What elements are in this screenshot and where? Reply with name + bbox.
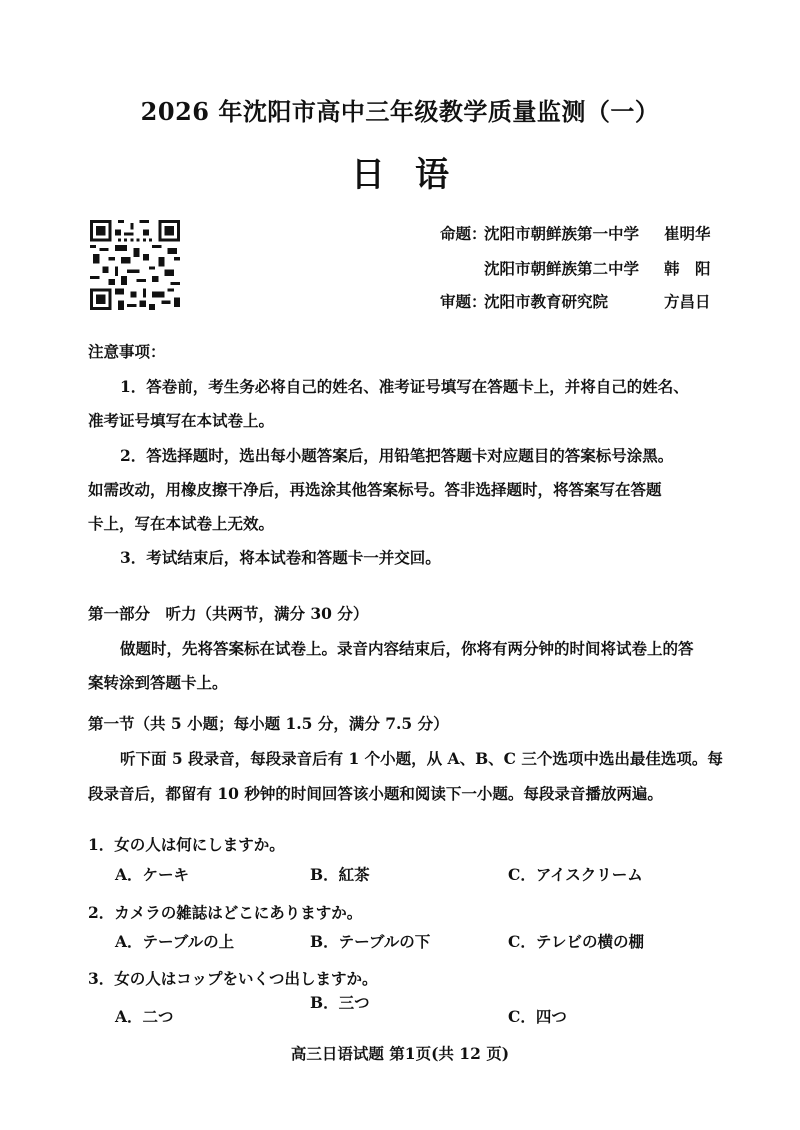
qr-code (90, 220, 180, 310)
question-3-option-a: A．二つ (115, 1007, 174, 1026)
page-title: 2026 年沈阳市高中三年级教学质量监测（一） (140, 97, 660, 126)
section1-instruction-line-1: 听下面 5 段录音，每段录音后有 1 个小题，从 A、B、C 三个选项中选出最佳选项。每 (120, 749, 723, 768)
question-3-stem: 3．女の人はコップをいくつ出しますか。 (88, 969, 378, 988)
question-2-option-c: C．テレビの横の棚 (508, 932, 645, 951)
notice-heading: 注意事项： (88, 342, 166, 361)
notice-item-3-line-1: 3．考试结束后，将本试卷和答题卡一并交回。 (120, 548, 441, 567)
question-1-option-b: B．紅茶 (310, 865, 370, 884)
notice-item-2-line-3: 卡上，写在本试卷上无效。 (88, 514, 275, 533)
question-2-option-a: A．テーブルの上 (115, 932, 235, 951)
credit-org-3: 沈阳市教育研究院 (484, 292, 609, 311)
notice-item-2-line-1: 2．答选择题时，选出每小题答案后，用铅笔把答题卡对应题目的答案标号涂黑。 (120, 446, 674, 465)
notice-item-1-line-2: 准考证号填写在本试卷上。 (88, 411, 275, 430)
credit-name-3: 方昌日 (664, 292, 711, 311)
question-2-stem: 2．カメラの雑誌はどこにありますか。 (88, 903, 363, 922)
credit-org-1: 沈阳市朝鲜族第一中学 (484, 224, 640, 243)
credit-label-reviewer: 审题： (440, 292, 487, 311)
page-footer: 高三日语试题 第1页(共 12 页) (290, 1044, 510, 1063)
credit-name-2: 韩 阳 (664, 259, 711, 278)
question-3-option-c: C．四つ (508, 1007, 567, 1026)
section1-heading: 第一节（共 5 小题；每小题 1.5 分，满分 7.5 分） (88, 714, 449, 733)
part1-heading: 第一部分 听力（共两节，满分 30 分） (88, 604, 369, 623)
question-1-option-c: C．アイスクリーム (508, 865, 643, 884)
subject-title: 日语 (351, 155, 479, 195)
credit-label-author: 命题： (440, 224, 487, 243)
question-3-option-b: B．三つ (310, 993, 370, 1012)
question-2-option-b: B．テーブルの下 (310, 932, 431, 951)
credit-org-2: 沈阳市朝鲜族第二中学 (484, 259, 640, 278)
notice-item-2-line-2: 如需改动，用橡皮擦干净后，再选涂其他答案标号。答非选择题时，将答案写在答题 (88, 480, 662, 499)
part1-instruction-line-2: 案转涂到答题卡上。 (88, 673, 228, 692)
credit-name-1: 崔明华 (664, 224, 711, 243)
notice-item-1-line-1: 1．答卷前，考生务必将自己的姓名、准考证号填写在答题卡上，并将自己的姓名、 (120, 377, 689, 396)
part1-instruction-line-1: 做题时，先将答案标在试卷上。录音内容结束后，你将有两分钟的时间将试卷上的答 (120, 639, 694, 658)
question-1-stem: 1．女の人は何にしますか。 (88, 835, 285, 854)
section1-instruction-line-2: 段录音后，都留有 10 秒钟的时间回答该小题和阅读下一小题。每段录音播放两遍。 (88, 784, 663, 803)
question-1-option-a: A．ケーキ (115, 865, 190, 884)
